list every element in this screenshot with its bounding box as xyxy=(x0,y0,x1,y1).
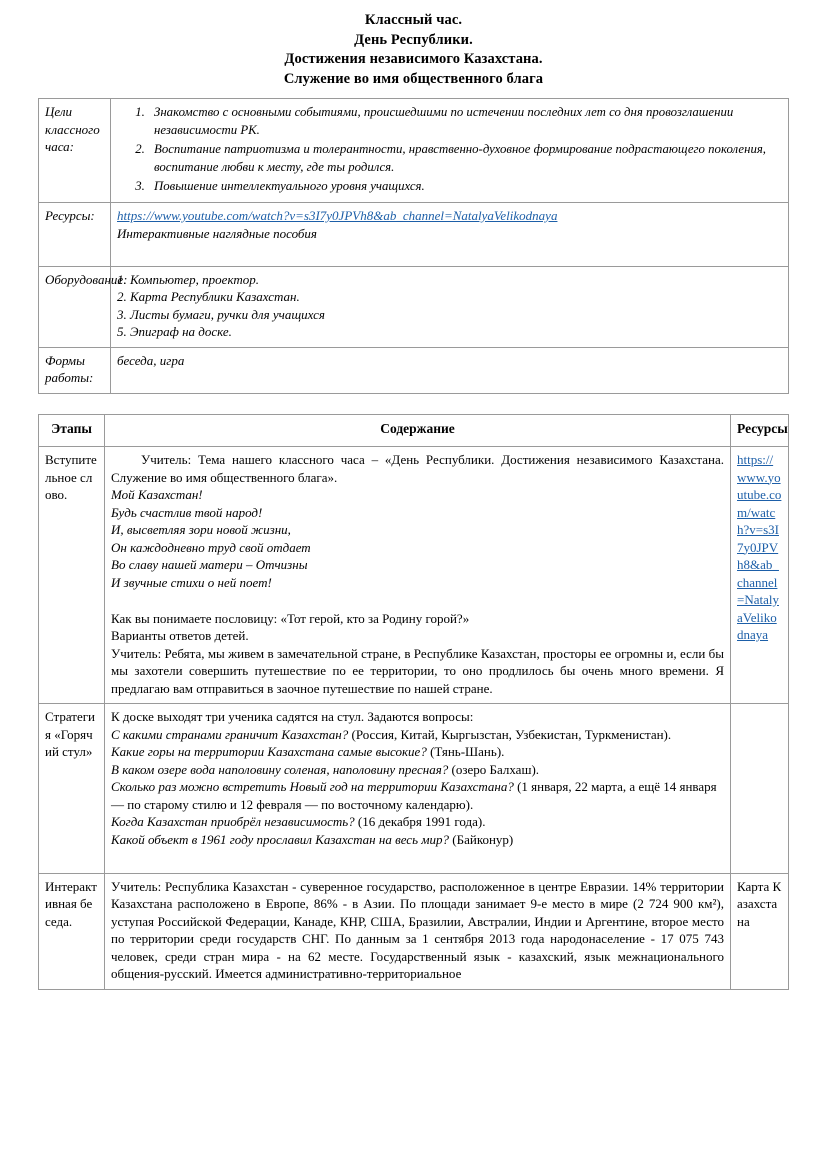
stage-resource xyxy=(731,447,789,704)
table-row-goals xyxy=(39,99,789,203)
column-header-resources: Ресурсы xyxy=(731,414,789,447)
table-row-equipment xyxy=(39,266,789,347)
equipment-line: 3. Листы бумаги, ручки для учащихся xyxy=(117,306,325,322)
answer-text: (озеро Балхаш). xyxy=(448,761,540,777)
question-answer xyxy=(111,831,724,849)
list-item: 3. Повышение интеллектуального уровня учащихся. xyxy=(148,177,782,195)
equipment-line: 2. Карта Республики Казахстан. xyxy=(117,289,300,304)
title-line-4: Служение во имя общественного блага xyxy=(283,70,544,87)
poem-line: Он каждодневно труд свой отдает xyxy=(111,539,311,555)
table-row xyxy=(39,447,789,704)
list-item: 1. Знакомство с основными событиями, происшедшими по истечении последних лет со дня провозглашении независимости РК. xyxy=(148,103,782,139)
stage-content xyxy=(105,447,731,704)
question-answer xyxy=(111,743,724,761)
youtube-link[interactable]: https://www.youtube.com/watch?v=s3I7y0JPVh8&ab_channel=NatalyaVelikodnaya xyxy=(737,452,782,642)
goals-list xyxy=(117,103,782,195)
equipment-line: 5. Эпиграф на доске. xyxy=(117,324,232,339)
answer-text: (16 декабря 1991 года). xyxy=(354,814,486,830)
answer-text: (1 января, 22 марта, а ещё 14 января — по старому стилю и 12 февраля — по восточному календарю). xyxy=(111,779,717,812)
table-header-row xyxy=(39,414,789,447)
table-row-resources xyxy=(39,203,789,267)
lesson-info-table xyxy=(38,98,789,394)
title-line-3: Достижения независимого Казахстана. xyxy=(284,51,543,67)
stage-name: Стратегия «Горячий стул» xyxy=(39,704,105,874)
answers-note: Варианты ответов детей. xyxy=(111,628,249,644)
question-text: Когда Казахстан приобрёл независимость? xyxy=(111,814,355,830)
teacher-paragraph: Учитель: Ребята, мы живем в замечательной стране, в Республике Казахстан, просторы ее огромны и, если бы мы захотели совершить путешествие по ее территории, то оно продлилось бы очень много времени. Я предлагаю вам отправиться в заочное путешествие по нашей стране. xyxy=(111,645,724,696)
table-row-forms xyxy=(39,347,789,393)
lead-line: К доске выходят три ученика садятся на стул. Задаются вопросы: xyxy=(111,709,474,725)
row-label-forms: Формы работы: xyxy=(39,347,111,393)
title-line-1: Классный час. xyxy=(364,12,463,28)
row-value-forms xyxy=(111,347,789,393)
forms-text: беседа, игра xyxy=(117,352,185,368)
proverb-question: Как вы понимаете пословицу: «Тот герой, кто за Родину горой?» xyxy=(111,610,470,626)
table-row xyxy=(39,873,789,989)
row-value-resources xyxy=(111,203,789,267)
resource-link-wrap xyxy=(117,207,782,225)
poem-line: Во славу нашей матери – Отчизны xyxy=(111,557,308,572)
question-answer xyxy=(111,761,724,779)
blank-line xyxy=(111,591,724,610)
column-header-content: Содержание xyxy=(105,414,731,447)
row-label-goals: Цели классного часа: xyxy=(39,99,111,203)
poem-line: Мой Казахстан! xyxy=(111,487,203,502)
question-text: Какой объект в 1961 году прославил Казахстан на весь мир? xyxy=(111,831,450,847)
equipment-line: 1. Компьютер, проектор. xyxy=(117,271,259,287)
answer-text: (Россия, Китай, Кыргызстан, Узбекистан, Туркменистан). xyxy=(348,726,672,742)
teacher-paragraph: Учитель: Республика Казахстан - суверенное государство, расположенное в центре Евразии. 14% территории Казахстана расположено в Европе, 86% - в Азии. По площади занимает 9-е место в мире (2 724 900 км²), уступая Российской Федерации, Канаде, КНР, США, Бразилии, Австралии, Индии и Аргентине, второе место по территории среди государств СНГ. По данным за 1 сентября 2013 года народонаселение - 17 075 743 человек, среди стран мира - на 62 месте. Государственный язык - казахский, язык межнационального общения-русский. Имеется административно-территориальное xyxy=(111,878,724,982)
row-value-equipment xyxy=(111,266,789,347)
stage-resource: Карта Казахстана xyxy=(731,873,789,989)
lesson-plan-table xyxy=(38,414,789,990)
question-answer xyxy=(111,813,724,831)
poem-line: Будь счастлив твой народ! xyxy=(111,504,263,520)
answer-text: (Байконур) xyxy=(449,831,514,847)
blank-line xyxy=(111,848,724,867)
stage-name: Интерактивная беседа. xyxy=(39,873,105,989)
question-text: С какими странами граничит Казахстан? xyxy=(111,726,349,742)
question-text: Сколько раз можно встретить Новый год на территории Казахстана? xyxy=(111,779,514,795)
stage-content xyxy=(105,873,731,989)
poem-line: И, высветляя зори новой жизни, xyxy=(111,522,291,537)
row-value-goals xyxy=(111,99,789,203)
intro-paragraph: Учитель: Тема нашего классного часа – «День Республики. Достижения независимого Казахстана. Служение во имя общественного блага». xyxy=(111,452,724,485)
column-header-stages: Этапы xyxy=(39,414,105,447)
list-item: 2. Воспитание патриотизма и толерантности, нравственно-духовное формирование подрастающего поколения, воспитание любви к месту, где ты родился. xyxy=(148,140,782,176)
question-text: Какие горы на территории Казахстана самые высокие? xyxy=(111,744,427,760)
stage-content xyxy=(105,704,731,874)
answer-text: (Тянь-Шань). xyxy=(426,744,505,760)
question-text: В каком озере вода наполовину соленая, наполовину пресная? xyxy=(111,761,449,777)
row-label-resources: Ресурсы: xyxy=(39,203,111,267)
table-row xyxy=(39,704,789,874)
resource-extra-line: Интерактивные наглядные пособия xyxy=(117,225,317,241)
stage-resource xyxy=(731,704,789,874)
row-label-equipment: Оборудование: xyxy=(39,266,111,347)
page-title xyxy=(0,0,827,89)
forms-trailing-space xyxy=(117,369,782,387)
youtube-link[interactable]: https://www.youtube.com/watch?v=s3I7y0JPVh8&ab_channel=NatalyaVelikodnaya xyxy=(117,208,558,223)
title-line-2: День Республики. xyxy=(354,31,473,48)
stage-name: Вступительное слово. xyxy=(39,447,105,704)
poem-line: И звучные стихи о ней поет! xyxy=(111,574,272,590)
resource-trailing-space xyxy=(117,242,782,260)
question-answer xyxy=(111,778,724,813)
question-answer xyxy=(111,726,724,744)
